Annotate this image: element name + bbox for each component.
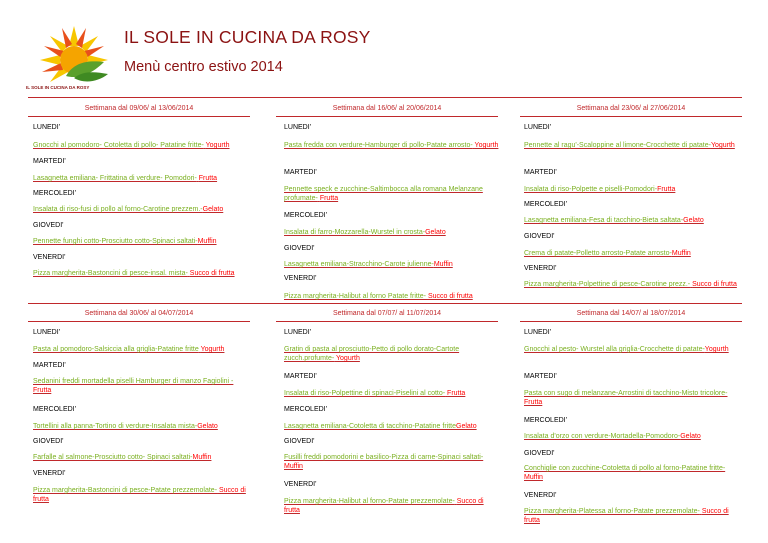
day-label: VENERDI' (524, 265, 557, 272)
menu-item: Pennette speck e zucchine-Saltimbocca alla romana Melanzane profumate- Frutta (284, 186, 483, 202)
section-divider (28, 303, 742, 304)
menu-item: Lasagnetta emiliana-Fesa di tacchino-Bieta saltata-Gelato (524, 217, 704, 224)
menu-item: Pizza margherita-Platessa al forno-Patate prezzemolate- Succo di frutta (524, 508, 729, 524)
day-label: LUNEDI' (33, 124, 61, 131)
menu-item: Lasagnetta emiliana-Stracchino-Carote julienne-Muffin (284, 261, 453, 268)
day-label: GIOVEDI' (284, 438, 315, 445)
menu-item: Fusilli freddi pomodorini e basilico-Pizza di carne-Spinaci saltati-Muffin (284, 454, 484, 470)
day-label: GIOVEDI' (284, 245, 315, 252)
day-label: GIOVEDI' (33, 438, 64, 445)
menu-item: Farfalle al salmone-Prosciutto cotto- Spinaci saltati-Muffin (33, 454, 212, 461)
week4-title-line (28, 321, 250, 322)
menu-item: Tortellini alla panna-Tortino di verdure-Insalata mista-Gelato (33, 423, 218, 430)
menu-item: Pasta con sugo di melanzane-Arrostini di tacchino-Misto tricolore- Frutta (524, 390, 728, 406)
day-label: LUNEDI' (524, 124, 552, 131)
day-label: MARTEDI' (524, 169, 557, 176)
menu-item: Gratin di pasta al prosciutto-Petto di pollo dorato-Cartote zucch.profumte- Yogurth (284, 346, 460, 362)
week-title: Settimana dal 16/06/ al 20/06/2014 (332, 105, 442, 112)
day-label: MARTEDI' (284, 373, 317, 380)
menu-item: Gnocchi al pesto- Wurstel alla griglia-Crocchette di patate-Yogurth (524, 346, 729, 353)
page-subtitle: Menù centro estivo 2014 (124, 59, 283, 75)
day-label: VENERDI' (524, 492, 557, 499)
day-label: MARTEDI' (524, 373, 557, 380)
week3-title-line (520, 116, 742, 117)
menu-item: Pizza margherita-Bastoncini di pesce-insal. mista- Succo di frutta (33, 270, 235, 277)
week-title: Settimana dal 23/06/ al 27/06/2014 (576, 105, 686, 112)
day-label: MARTEDI' (33, 362, 66, 369)
menu-item: Crema di patate-Polletto arrosto-Patate arrosto-Muffin (524, 250, 691, 257)
menu-item: Pasta al pomodoro-Salsiccia alla griglia-Patatine fritte Yogurth (33, 346, 225, 353)
menu-item: Gnocchi al pomodoro- Cotoletta di pollo- Patatine fritte- Yogurth (33, 142, 230, 149)
day-label: VENERDI' (284, 481, 317, 488)
week5-title-line (276, 321, 498, 322)
day-label: MARTEDI' (33, 158, 66, 165)
day-label: MARTEDI' (284, 169, 317, 176)
day-label: VENERDI' (33, 470, 66, 477)
header-divider (28, 97, 742, 98)
week1-title-line (28, 116, 250, 117)
menu-item: Lasagnetta emiliana- Frittatina di verdure- Pomodori- Frutta (33, 175, 218, 182)
week6-title-line (520, 321, 742, 322)
day-label: MERCOLEDI' (524, 417, 567, 424)
page-title: IL SOLE IN CUCINA DA ROSY (124, 27, 371, 47)
menu-item: Pennette al ragu'-Scaloppine al limone-Crocchette di patate-Yogurth (524, 142, 735, 149)
day-label: LUNEDI' (284, 124, 312, 131)
day-label: MERCOLEDI' (284, 212, 327, 219)
day-label: MERCOLEDI' (33, 190, 76, 197)
day-label: VENERDI' (33, 254, 66, 261)
day-label: VENERDI' (284, 275, 317, 282)
menu-item: Sedanini freddi mortadella piselli Hamburger di manzo Fagiolini - Frutta (33, 378, 234, 394)
menu-item: Insalata di riso-Polpette e piselli-Pomodori-Frutta (524, 186, 676, 193)
logo-caption: IL SOLE IN CUCINA DA ROSY (26, 85, 90, 90)
week-title: Settimana dal 30/06/ al 04/07/2014 (84, 310, 194, 317)
menu-item: Conchiglie con zucchine-Cotoletta di pollo al forno-Patatine fritte-Muffin (524, 465, 726, 481)
menu-item: Insalata d'orzo con verdure-Mortadella-Pomodoro-Gelato (524, 433, 701, 440)
menu-item: Pasta fredda con verdure-Hamburger di pollo-Patate arrosto- Yogurth (284, 142, 499, 149)
week-title: Settimana dal 09/06/ al 13/06/2014 (84, 105, 194, 112)
menu-item: Pizza margherita-Halibut al forno-Patate prezzemolate- Succo di frutta (284, 498, 484, 514)
day-label: GIOVEDI' (524, 450, 555, 457)
menu-item: Lasagnetta emiliana-Cotoletta di tacchino-Patatine fritteGelato (284, 423, 477, 430)
week-title: Settimana dal 07/07/ al 11/07/2014 (332, 310, 442, 317)
week-title: Settimana dal 14/07/ al 18/07/2014 (576, 310, 686, 317)
day-label: GIOVEDI' (33, 222, 64, 229)
day-label: LUNEDI' (524, 329, 552, 336)
day-label: MERCOLEDI' (33, 406, 76, 413)
day-label: LUNEDI' (284, 329, 312, 336)
menu-item: Insalata di riso-fusi di pollo al forno-Carotine prezzem.-Gelato (33, 206, 224, 213)
menu-item: Pizza margherita-Halibut al forno Patate fritte- Succo di frutta (284, 293, 473, 300)
sun-logo-icon (28, 24, 120, 94)
day-label: LUNEDI' (33, 329, 61, 336)
menu-item: Pizza margherita-Polpettine di pesce-Carotine prezz.- Succo di frutta (524, 281, 737, 288)
week2-title-line (276, 116, 498, 117)
menu-item: Insalata di riso-Polpettine di spinaci-Piselini al cotto- Frutta (284, 390, 466, 397)
menu-item: Pizza margherita-Bastoncini di pesce-Patate prezzemolate- Succo di frutta (33, 487, 246, 503)
day-label: GIOVEDI' (524, 233, 555, 240)
day-label: MERCOLEDI' (524, 201, 567, 208)
menu-item: Insalata di farro-Mozzarella-Wurstel in crosta-Gelato (284, 229, 446, 236)
menu-item: Pennette funghi cotto-Prosciutto cotto-Spinaci saltati-Muffin (33, 238, 217, 245)
day-label: MERCOLEDI' (284, 406, 327, 413)
